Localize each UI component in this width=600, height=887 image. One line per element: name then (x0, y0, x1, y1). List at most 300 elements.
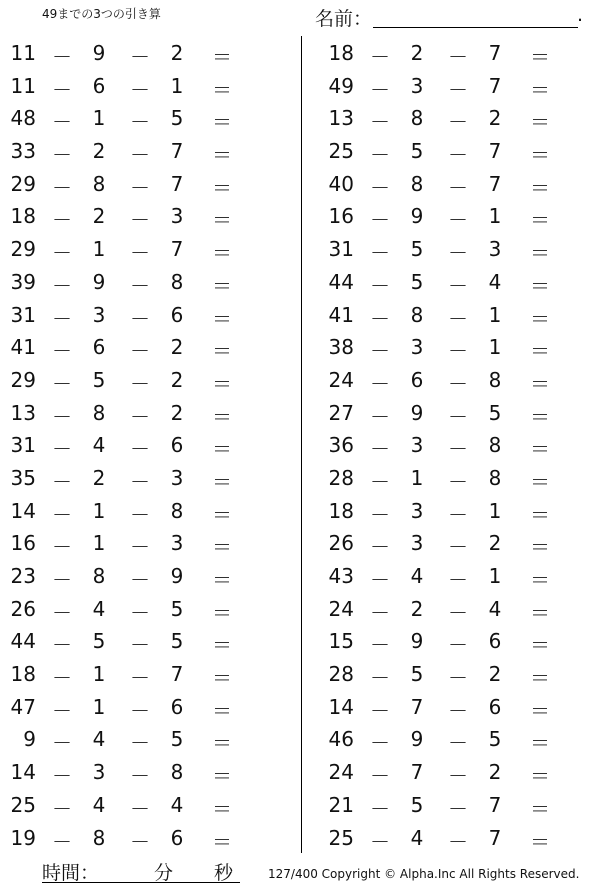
subtrahend-1: 6 (92, 73, 106, 98)
problem-row (0, 592, 260, 625)
minuend: 24 (328, 760, 354, 785)
minuend: 16 (328, 204, 354, 229)
problem-row (318, 36, 578, 69)
minuend: 18 (10, 662, 36, 687)
minuend: 49 (328, 73, 354, 98)
subtrahend-2: 7 (488, 792, 502, 817)
problem-row (0, 821, 260, 854)
problem-row (318, 494, 578, 527)
subtrahend-1: 3 (410, 498, 424, 523)
equals-sign: ＝ (212, 600, 232, 625)
minuend: 24 (328, 367, 354, 392)
subtrahend-2: 6 (170, 433, 184, 458)
equals-sign: ＝ (530, 600, 550, 625)
minus-sign: － (370, 273, 390, 298)
subtrahend-2: 6 (488, 629, 502, 654)
equals-sign: ＝ (212, 110, 232, 135)
minus-sign: － (448, 633, 468, 658)
subtrahend-2: 7 (488, 73, 502, 98)
problem-row (0, 36, 260, 69)
minus-sign: － (448, 77, 468, 102)
problem-row (318, 690, 578, 723)
minus-sign: － (448, 306, 468, 331)
seconds-label: 秒 (214, 862, 234, 884)
subtrahend-1: 4 (92, 433, 106, 458)
minus-sign: － (52, 404, 72, 429)
minus-sign: － (130, 143, 150, 168)
minuend: 11 (10, 41, 36, 65)
equals-sign: ＝ (530, 469, 550, 494)
minus-sign: － (370, 110, 390, 135)
equals-sign: ＝ (212, 77, 232, 102)
subtrahend-1: 8 (92, 564, 106, 588)
minus-sign: － (370, 600, 390, 625)
minus-sign: － (448, 175, 468, 200)
minuend: 26 (328, 531, 354, 556)
problem-row (0, 657, 260, 690)
minus-sign: － (130, 45, 150, 69)
minus-sign: － (370, 45, 390, 69)
problem-row (318, 788, 578, 821)
subtrahend-2: 3 (170, 531, 184, 556)
minus-sign: － (448, 764, 468, 789)
problem-row (318, 265, 578, 298)
equals-sign: ＝ (530, 110, 550, 135)
equals-sign: ＝ (212, 45, 232, 69)
subtrahend-2: 8 (170, 269, 184, 294)
equals-sign: ＝ (212, 339, 232, 364)
minus-sign: － (448, 45, 468, 69)
subtrahend-2: 6 (488, 694, 502, 719)
minus-sign: － (130, 731, 150, 756)
minuend: 31 (10, 302, 36, 327)
subtrahend-2: 8 (170, 498, 184, 523)
equals-sign: ＝ (530, 731, 550, 756)
problem-row (0, 265, 260, 298)
minus-sign: － (52, 600, 72, 625)
subtrahend-2: 1 (488, 302, 502, 327)
problem-row (0, 624, 260, 657)
subtrahend-2: 7 (488, 139, 502, 164)
minuend: 13 (328, 106, 354, 131)
problem-row (0, 199, 260, 232)
subtrahend-2: 7 (170, 662, 184, 687)
subtrahend-2: 9 (170, 564, 184, 588)
minus-sign: － (52, 77, 72, 102)
minus-sign: － (52, 535, 72, 560)
minuend: 44 (10, 629, 36, 654)
minus-sign: － (130, 698, 150, 723)
minus-sign: － (448, 273, 468, 298)
minus-sign: － (130, 208, 150, 233)
subtrahend-2: 6 (170, 302, 184, 327)
subtrahend-1: 2 (92, 204, 106, 229)
subtrahend-1: 2 (92, 465, 106, 490)
problem-row (0, 788, 260, 821)
minus-sign: － (448, 731, 468, 756)
problem-row (318, 821, 578, 854)
subtrahend-1: 8 (410, 171, 424, 196)
minus-sign: － (130, 339, 150, 364)
subtrahend-1: 2 (410, 41, 424, 65)
problem-row (318, 363, 578, 396)
equals-sign: ＝ (212, 306, 232, 331)
subtrahend-2: 4 (488, 269, 502, 294)
subtrahend-2: 7 (170, 171, 184, 196)
minus-sign: － (448, 371, 468, 396)
subtrahend-2: 8 (488, 433, 502, 458)
name-end-mark: . (577, 4, 584, 26)
subtrahend-2: 6 (170, 694, 184, 719)
subtrahend-1: 1 (410, 465, 424, 490)
minus-sign: － (370, 829, 390, 854)
minus-sign: － (52, 731, 72, 756)
minuend: 28 (328, 662, 354, 687)
minuend: 15 (328, 629, 354, 654)
name-field[interactable] (315, 4, 585, 30)
problem-row (0, 232, 260, 265)
problem-row (318, 559, 578, 592)
minuend: 38 (328, 335, 354, 360)
minus-sign: － (370, 143, 390, 168)
minus-sign: － (448, 698, 468, 723)
subtrahend-2: 1 (488, 335, 502, 360)
minus-sign: － (52, 469, 72, 494)
subtrahend-2: 3 (170, 204, 184, 229)
minus-sign: － (52, 208, 72, 233)
minus-sign: － (52, 175, 72, 200)
minuend: 14 (328, 694, 354, 719)
problem-row (318, 134, 578, 167)
problem-row (318, 428, 578, 461)
problem-row (318, 298, 578, 331)
subtrahend-2: 5 (170, 106, 184, 131)
minus-sign: － (370, 568, 390, 592)
subtrahend-1: 8 (92, 171, 106, 196)
minus-sign: － (52, 633, 72, 658)
minus-sign: － (370, 764, 390, 789)
problem-row (318, 69, 578, 102)
subtrahend-2: 2 (488, 760, 502, 785)
minuend: 44 (328, 269, 354, 294)
minuend: 39 (10, 269, 36, 294)
minus-sign: － (448, 666, 468, 691)
problem-row (318, 232, 578, 265)
minuend: 11 (10, 73, 36, 98)
minus-sign: － (448, 208, 468, 233)
minus-sign: － (448, 110, 468, 135)
problem-row (318, 461, 578, 494)
subtrahend-2: 4 (488, 596, 502, 621)
equals-sign: ＝ (212, 633, 232, 658)
time-label: 時間： (42, 862, 100, 884)
problem-row (318, 526, 578, 559)
minutes-label: 分 (154, 862, 174, 884)
minus-sign: － (448, 796, 468, 821)
worksheet-title: 49までの3つの引き算 (42, 7, 161, 21)
problem-row (0, 559, 260, 592)
subtrahend-2: 1 (170, 73, 184, 98)
equals-sign: ＝ (530, 175, 550, 200)
minus-sign: － (52, 502, 72, 527)
minus-sign: － (370, 306, 390, 331)
minus-sign: － (130, 306, 150, 331)
problem-row (318, 396, 578, 429)
minus-sign: － (52, 306, 72, 331)
minus-sign: － (448, 241, 468, 266)
problem-row (318, 167, 578, 200)
minus-sign: － (52, 273, 72, 298)
subtrahend-2: 7 (170, 237, 184, 262)
minuend: 19 (10, 825, 36, 850)
copyright-text: 127/400 Copyright © Alpha.Inc All Rights Reserved. (268, 867, 580, 881)
subtrahend-1: 3 (92, 760, 106, 785)
subtrahend-1: 9 (410, 727, 424, 752)
problem-row (0, 330, 260, 363)
subtrahend-1: 4 (410, 825, 424, 850)
subtrahend-2: 7 (488, 825, 502, 850)
subtrahend-1: 9 (410, 204, 424, 229)
minuend: 9 (23, 727, 36, 752)
problem-row (0, 755, 260, 788)
equals-sign: ＝ (530, 339, 550, 364)
subtrahend-2: 7 (170, 139, 184, 164)
problem-row (318, 657, 578, 690)
subtrahend-1: 5 (410, 139, 424, 164)
equals-sign: ＝ (212, 469, 232, 494)
subtrahend-1: 3 (92, 302, 106, 327)
subtrahend-1: 7 (410, 694, 424, 719)
subtrahend-2: 2 (488, 662, 502, 687)
minuend: 14 (10, 760, 36, 785)
subtrahend-1: 5 (92, 367, 106, 392)
equals-sign: ＝ (530, 764, 550, 789)
minus-sign: － (130, 535, 150, 560)
problem-row (0, 363, 260, 396)
subtrahend-1: 1 (92, 694, 106, 719)
subtrahend-2: 8 (488, 367, 502, 392)
subtrahend-2: 2 (170, 41, 184, 65)
problem-row (0, 134, 260, 167)
subtrahend-1: 5 (410, 792, 424, 817)
subtrahend-1: 2 (92, 139, 106, 164)
equals-sign: ＝ (212, 666, 232, 691)
equals-sign: ＝ (530, 698, 550, 723)
subtrahend-2: 5 (488, 727, 502, 752)
equals-sign: ＝ (212, 535, 232, 560)
problem-row (0, 69, 260, 102)
name-label: 名前： (315, 8, 373, 30)
minus-sign: － (370, 175, 390, 200)
minus-sign: － (52, 110, 72, 135)
subtrahend-1: 8 (92, 825, 106, 850)
subtrahend-1: 1 (92, 662, 106, 687)
problem-row (0, 461, 260, 494)
minus-sign: － (448, 829, 468, 854)
minuend: 40 (328, 171, 354, 196)
minus-sign: － (130, 666, 150, 691)
subtrahend-1: 1 (92, 498, 106, 523)
problem-row (318, 330, 578, 363)
minus-sign: － (130, 600, 150, 625)
subtrahend-2: 4 (170, 792, 184, 817)
minus-sign: － (370, 502, 390, 527)
equals-sign: ＝ (530, 208, 550, 233)
problem-row (318, 101, 578, 134)
minus-sign: － (52, 666, 72, 691)
column-divider (301, 36, 302, 853)
minus-sign: － (130, 502, 150, 527)
subtrahend-1: 9 (92, 41, 106, 65)
problem-row (0, 396, 260, 429)
minus-sign: － (52, 437, 72, 462)
minus-sign: － (130, 175, 150, 200)
subtrahend-2: 2 (170, 400, 184, 425)
subtrahend-1: 1 (92, 531, 106, 556)
minus-sign: － (130, 371, 150, 396)
subtrahend-2: 5 (170, 629, 184, 654)
problem-row (0, 494, 260, 527)
equals-sign: ＝ (530, 437, 550, 462)
subtrahend-1: 4 (92, 596, 106, 621)
minuend: 18 (328, 41, 354, 65)
minus-sign: － (370, 371, 390, 396)
problem-row (318, 199, 578, 232)
equals-sign: ＝ (212, 502, 232, 527)
minus-sign: － (130, 796, 150, 821)
minuend: 18 (328, 498, 354, 523)
minus-sign: － (52, 143, 72, 168)
minuend: 16 (10, 531, 36, 556)
minuend: 13 (10, 400, 36, 425)
subtrahend-2: 3 (170, 465, 184, 490)
equals-sign: ＝ (212, 175, 232, 200)
right-problem-column (318, 36, 578, 853)
problem-row (318, 592, 578, 625)
subtrahend-2: 2 (488, 106, 502, 131)
subtrahend-1: 7 (410, 760, 424, 785)
problem-row (0, 690, 260, 723)
equals-sign: ＝ (530, 143, 550, 168)
equals-sign: ＝ (530, 77, 550, 102)
equals-sign: ＝ (530, 306, 550, 331)
minus-sign: － (130, 241, 150, 266)
equals-sign: ＝ (212, 796, 232, 821)
equals-sign: ＝ (530, 502, 550, 527)
equals-sign: ＝ (212, 143, 232, 168)
minuend: 43 (328, 564, 354, 588)
subtrahend-2: 2 (170, 367, 184, 392)
minus-sign: － (52, 829, 72, 854)
equals-sign: ＝ (212, 568, 232, 592)
problem-row (0, 526, 260, 559)
subtrahend-1: 3 (410, 531, 424, 556)
subtrahend-2: 8 (170, 760, 184, 785)
minuend: 41 (328, 302, 354, 327)
minus-sign: － (52, 241, 72, 266)
subtrahend-1: 5 (410, 662, 424, 687)
minus-sign: － (448, 143, 468, 168)
subtrahend-2: 1 (488, 498, 502, 523)
subtrahend-2: 8 (488, 465, 502, 490)
problem-row (0, 101, 260, 134)
subtrahend-1: 6 (92, 335, 106, 360)
minuend: 36 (328, 433, 354, 458)
equals-sign: ＝ (212, 731, 232, 756)
subtrahend-1: 8 (410, 106, 424, 131)
minus-sign: － (130, 273, 150, 298)
equals-sign: ＝ (212, 829, 232, 854)
minuend: 25 (328, 825, 354, 850)
minus-sign: － (130, 764, 150, 789)
equals-sign: ＝ (530, 404, 550, 429)
problem-row (0, 428, 260, 461)
minus-sign: － (370, 535, 390, 560)
subtrahend-1: 2 (410, 596, 424, 621)
subtrahend-2: 2 (170, 335, 184, 360)
minus-sign: － (130, 633, 150, 658)
problem-row (0, 167, 260, 200)
minus-sign: － (130, 829, 150, 854)
subtrahend-1: 1 (92, 106, 106, 131)
problem-row (318, 755, 578, 788)
minus-sign: － (370, 208, 390, 233)
minus-sign: － (448, 469, 468, 494)
minus-sign: － (370, 666, 390, 691)
equals-sign: ＝ (212, 371, 232, 396)
subtrahend-1: 4 (92, 727, 106, 752)
minus-sign: － (370, 731, 390, 756)
minus-sign: － (448, 502, 468, 527)
minus-sign: － (370, 404, 390, 429)
subtrahend-1: 3 (410, 73, 424, 98)
minus-sign: － (130, 77, 150, 102)
minuend: 28 (328, 465, 354, 490)
subtrahend-2: 2 (488, 531, 502, 556)
minuend: 24 (328, 596, 354, 621)
problem-row (318, 722, 578, 755)
minuend: 14 (10, 498, 36, 523)
equals-sign: ＝ (530, 568, 550, 592)
minus-sign: － (370, 633, 390, 658)
equals-sign: ＝ (212, 273, 232, 298)
equals-sign: ＝ (530, 371, 550, 396)
equals-sign: ＝ (530, 633, 550, 658)
subtrahend-1: 6 (410, 367, 424, 392)
subtrahend-1: 8 (92, 400, 106, 425)
subtrahend-1: 5 (410, 237, 424, 262)
subtrahend-1: 4 (92, 792, 106, 817)
minus-sign: － (52, 796, 72, 821)
subtrahend-2: 3 (488, 237, 502, 262)
problem-row (318, 624, 578, 657)
subtrahend-1: 3 (410, 433, 424, 458)
problem-row (0, 722, 260, 755)
subtrahend-2: 5 (488, 400, 502, 425)
minus-sign: － (370, 77, 390, 102)
minus-sign: － (370, 437, 390, 462)
minuend: 18 (10, 204, 36, 229)
minus-sign: － (448, 535, 468, 560)
equals-sign: ＝ (212, 241, 232, 266)
minuend: 33 (10, 139, 36, 164)
minuend: 41 (10, 335, 36, 360)
subtrahend-1: 9 (410, 400, 424, 425)
equals-sign: ＝ (530, 666, 550, 691)
minus-sign: － (448, 404, 468, 429)
subtrahend-2: 1 (488, 564, 502, 588)
minus-sign: － (52, 764, 72, 789)
